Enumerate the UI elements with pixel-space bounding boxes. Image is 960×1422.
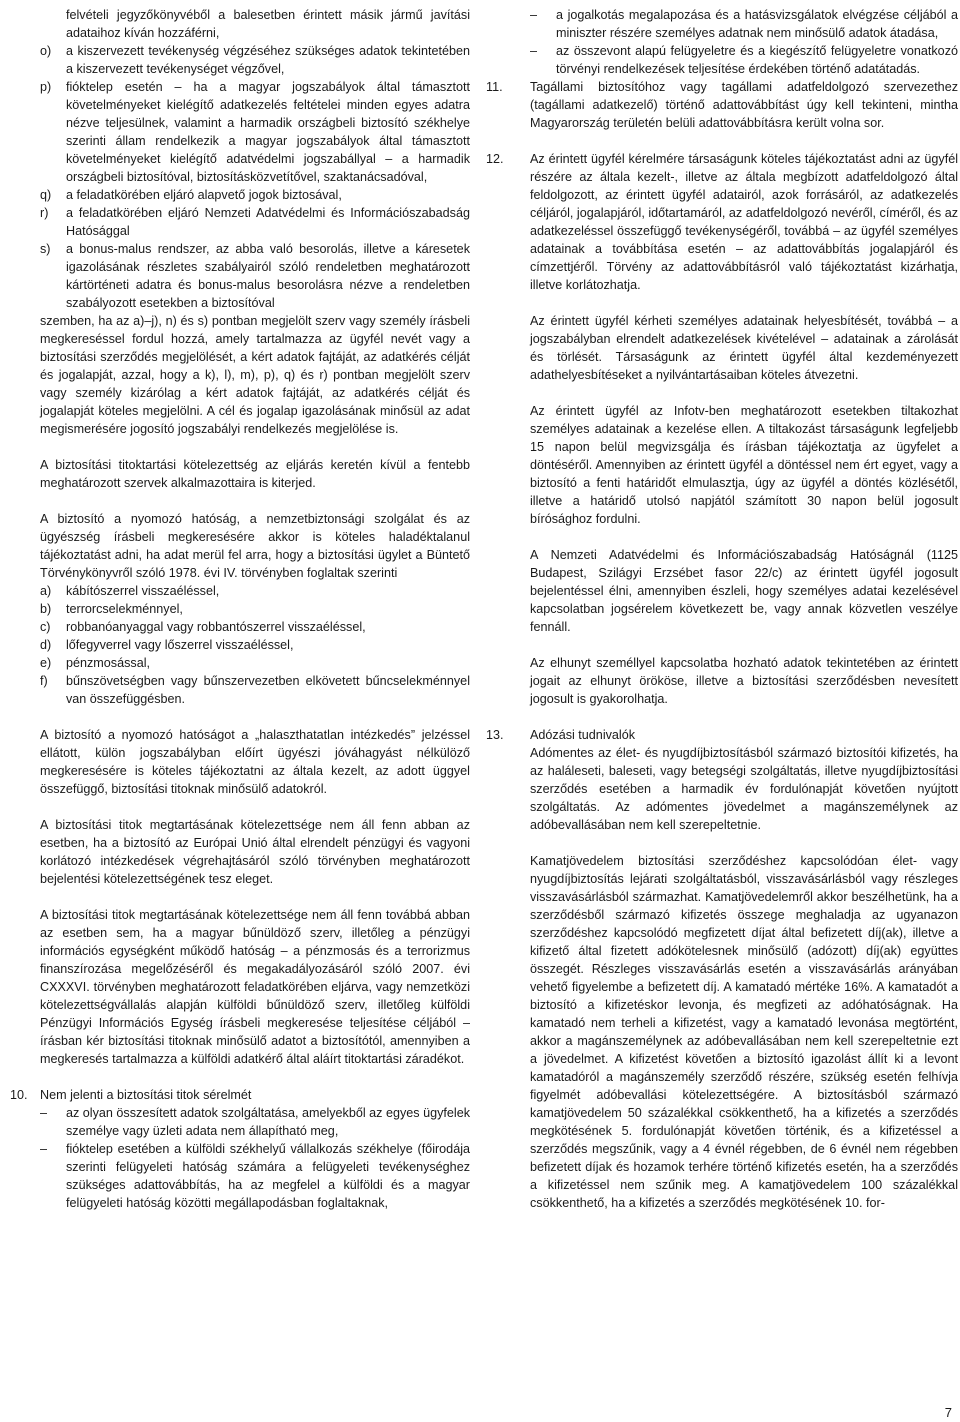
intro-continuation: felvételi jegyzőkönyvéből a balesetben érintett másik jármű javítási adataihoz kíván hozzáférni, (66, 8, 470, 40)
paragraph-confidentiality-scope: A biztosítási titoktartási kötelezettség az eljárás keretén kívül a fentebb meghatározott szervek alkalmazottaira is kiterjed. (40, 458, 470, 490)
crime-item-d: d) lőfegyverrel vagy lőszerrel visszaéléssel, (40, 638, 294, 652)
paragraph-investigative-authority: A biztosító a nyomozó hatóság, a nemzetbiztonsági szolgálat és az ügyészség írásbeli megkeresésére akkor is köteles haladéktalanul tájékoztatást adni, ha adat merül fel arra, hogy a biztosítási ügylet a Büntető Törvénykönyvről szóló 1978. évi IV. törvényben foglaltak szerinti (40, 512, 470, 580)
dash-item: – a jogalkotás megalapozása és a hatásvizsgálatok elvégzése céljából a miniszter részére személyes adatnak nem minősülő adatok átadása, (530, 8, 958, 40)
right-column (486, 6, 958, 1212)
crime-item-a: a) kábítószerrel visszaéléssel, (40, 584, 220, 598)
crime-item-f: f) bűnszövetségben vagy bűnszervezetben elkövetett bűncselekménnyel van összefüggésben. (40, 674, 470, 706)
paragraph-money-laundering: A biztosítási titok megtartásának kötelezettsége nem áll fenn továbbá abban az esetben sem, ha a magyar bűnüldöző szerv, illetőleg a pénzügyi információs egységként működő hatóság – a pénzmosás és a terrorizmus finanszírozása megelőzéséről és megakadályozásáról szóló 2007. évi CXXXVI. törvényben meghatározott feladatkörében eljárva, vagy nemzetközi kötelezettségvállalás alapján külföldi bűnüldöző szerv, illetőleg külföldi Pénzügyi Információs Egység írásbeli megkeresése teljesítése céljából – írásban kér biztosítási titoknak minősülő adatot a biztosítótól, amennyiben a megkeresés tartalmazza a külföldi adatkérő által aláírt titoktartási záradékot. (40, 908, 470, 1066)
section-number: 12. (486, 152, 504, 166)
paragraph-eu-sanctions: A biztosítási titok megtartásának kötelezettsége nem áll fenn abban az esetben, ha a biztosító az Európai Unió által elrendelt pénzügyi és vagyoni korlátozó intézkedések végrehajtásáról szóló törvényben meghatározott bejelentési kötelezettségének tesz eleget. (40, 818, 470, 886)
page-number: 7 (944, 1405, 952, 1420)
section-number: 10. (10, 1088, 28, 1102)
list-item-p: p) fióktelep esetén – ha a magyar jogszabályok által támasztott követelményeket kielégítő adatkezelés feltételei minden egyes adatra nézve teljesülnek, valamint a harmadik országbeli biztosító székhelye szerinti állam rendelkezik a magyar jogszabályok által támasztott követelményeket kielégítő adatvédelmi jogszabállyal – a harmadik országbeli biztosítóval, biztosításközvetítővel, szaktanácsadóval, (40, 80, 470, 184)
left-column (10, 6, 470, 1212)
section-number: 13. (486, 728, 504, 742)
list-item-o: o) a kiszervezett tevékenység végzéséhez szükséges adatok tekintetében a kiszervezett tevékenységet végzővel, (40, 44, 470, 76)
dash-item: – az olyan összesített adatok szolgáltatása, amelyekből az egyes ügyfelek személye vagy üzleti adata nem állapítható meg, (40, 1106, 470, 1138)
section-12: 12. Az érintett ügyfél kérelmére társaságunk köteles tájékoztatást adni az ügyfél részére az általa kezelt-, illetve az általa megbízott adatfeldolgozó által feldolgozott, az érintett ügyfél adatairól, azok forrásáról, az adatkezelés céljáról, jogalapjáról, időtartamáról, az adatfeldolgozó nevéről, címéről, és az adatkezeléssel összefüggő tevékenységéről, továbbá – az ügyfél személyes adatainak a továbbítása esetén – az adattovábbítás jogalapjáról és címzettjéről. Törvény az adattovábbításról való tájékoztatást kizárhatja, illetve korlátozhatja. Az érintett ügyfél kérheti személyes adatainak helyesbítését, továbbá – a jogszabályban elrendelt adatkezelések kivételével – adatainak a zárolását és törlését. Társaságunk az érintett ügyfél által kezdeményezett adathelyesbítéseket a nyilvántartásaiban köteles átvezetni. Az érintett ügyfél az Infotv-ben meghatározott esetekben tiltakozhat személyes adatainak a kezelése ellen. A tiltakozást társaságunk legfeljebb 15 napon belül megvizsgálja és írásban tájékoztatja az ügyfelet a döntéséről. Amennyiben az érintett ügyfél a döntéssel nem ért egyet, vagy a biztosító a fenti határidőt elmulasztja, úgy az ügyfél a döntés közlésétől, illetve a határidő utolsó napjától számított 30 napon belül jogosult bírósághoz fordulni. A Nemzeti Adatvédelmi és Információszabadság Hatóságnál (1125 Budapest, Szilágyi Erzsébet fasor 22/c) az érintett ügyfél jogosult bejelentéssel élni, amennyiben észleli, hogy személyes adatai kezelésével kapcsolatban jogsérelem következett be, vagy annak közvetlen veszélye fennáll. Az elhunyt személlyel kapcsolatba hozható adatok tekintetében az érintett jogait az elhunyt örököse, illetve a biztosítási szerződésben nevesített jogosult is gyakorolhatja. (486, 152, 958, 706)
list-item-r: r) a feladatkörében eljáró Nemzeti Adatvédelmi és Információszabadság Hatósággal (40, 206, 470, 238)
section-title: Adózási tudnivalók (530, 728, 636, 742)
after-items-paragraph: szemben, ha az a)–j), n) és s) pontban megjelölt szerv vagy személy írásbeli megkereséssel fordul hozzá, amely tartalmazza az ügyfél nevét vagy a biztosítási szerződés megjelölését, a kért adatok fajtáját, az adatkérés célját és jogalapját, azzal, hogy a k), l), m), p), q) és r) pontban megjelölt szerv vagy személy kizárólag a kért adatok fajtáját, az adatkérés célját és jogalapját köteles megjelölni. A cél és jogalap igazolásának minősül az adat megismerésére jogosító jogszabályi rendelkezés megjelölése is. (40, 314, 470, 436)
crime-item-e: e) pénzmosással, (40, 656, 150, 670)
list-item-q: q) a feladatkörében eljáró alapvető jogok biztosával, (40, 188, 342, 202)
section-number: 11. (486, 80, 503, 94)
dash-item: – fióktelep esetében a külföldi székhelyű vállalkozás székhelye (főirodája szerinti felügyeleti hatóság számára a felügyeleti tevékenységhez szükséges adattovábbítás, ha az megfelel a külföldi és a magyar felügyeleti hatóság közötti megállapodásban foglaltaknak, (40, 1142, 470, 1210)
section-title: Nem jelenti a biztosítási titok sérelmét (40, 1088, 252, 1102)
section-13: 13. Adózási tudnivalók Adómentes az élet- és nyugdíjbiztosításból származó biztosítói kifizetés, ha az haláleseti, baleseti, vagy betegségi szolgáltatás, illetve nyugdíjbiztosítási szerződés esetében a harmadik év fordulónapját követően nyújtott szolgáltatás. Az adómentes jövedelmet a magánszemélynek az adóbevallásában nem kell szerepeltetnie. Kamatjövedelem biztosítási szerződéshez kapcsolódóan élet- vagy nyugdíjbiztosítás lejárati szolgáltatásból, visszavásárlásból vagy részleges visszavásárlásból származhat. Kamatjövedelemről akkor beszélhetünk, ha a szerződésből származó kifizetés összege meghaladja az ugyanazon szerződéshez kapcsolódó megfizetett díjat által befizetett díj(ak), illetve a kifizető által fizetett adókötelesnek minősülő (adózott) díj(ak) együttes összegét. Részleges visszavásárlás esetén a visszavásárlás arányában vehető figyelembe a befizetett díj. A kamatadó mértéke 16%. A kamatadót a biztosító a kifizetéskor levonja, és megfizeti az adóhatóságnak. Ha kamatadó nem terheli a kifizetést, vagy a kamatadó levonása megtörtént, akkor a magánszemélynek az adóbevallásában nem kell szerepeltetnie ezt a jövedelmet. A kifizetést követően a biztosító igazolást állít ki a levont kamatadóról a magánszemély szerződő részére, szükség esetén felhívja figyelmét adóbevallási kötelezettségére. A biztosításból származó kamatjövedelem 50 százalékkal csökkenthető, ha a kifizetés a szerződés megkötésének 5. fordulónapját követően történik, és a kifizetéssel a szerződés megszűnik, vagy a 4 évnél régebben, de 6 évnél nem régebben befizetett díjak és hozamok terhére történő kifizetés esetén, ha a szerződés a kifizetéssel nem szűnik meg. A kamatjövedelem 100 százalékkal csökkenthető, ha a kifizetés a szerződés megkötésének 10. for- (486, 728, 958, 1210)
list-item-s: s) a bonus-malus rendszer, az abba való besorolás, illetve a káresetek igazolásának részletes szabályairól szóló rendeletben meghatározott kártörténeti adatra és bonus-malus besorolásra nézve a rendeletben szabályozott esetekben a biztosítóval (40, 242, 470, 310)
crime-item-c: c) robbanóanyaggal vagy robbantószerrel visszaéléssel, (40, 620, 366, 634)
paragraph-urgent-measure: A biztosító a nyomozó hatóságot a „halaszthatatlan intézkedés” jelzéssel ellátott, külön jogszabályban előírt ügyészi jóváhagyást nélkülöző megkeresésére is köteles tájékoztatni az általa kezelt, az adott üggyel összefüggő, biztosítási titoknak minősülő adatokról. (40, 728, 470, 796)
section-10 (10, 1086, 470, 1212)
crime-item-b: b) terrorcselekménnyel, (40, 602, 183, 616)
dash-item: – az összevont alapú felügyeletre és a kiegészítő felügyeletre vonatkozó törvényi rendelkezések teljesítése érdekében történő adatátadás. (530, 44, 958, 76)
section-11: 11. Tagállami biztosítóhoz vagy tagállami adatfeldolgozó szervezethez (tagállami adatkezelő) történő adattovábbítást úgy kell tekinteni, mintha Magyarország területén belüli adattovábbításra került volna sor. (486, 80, 958, 130)
